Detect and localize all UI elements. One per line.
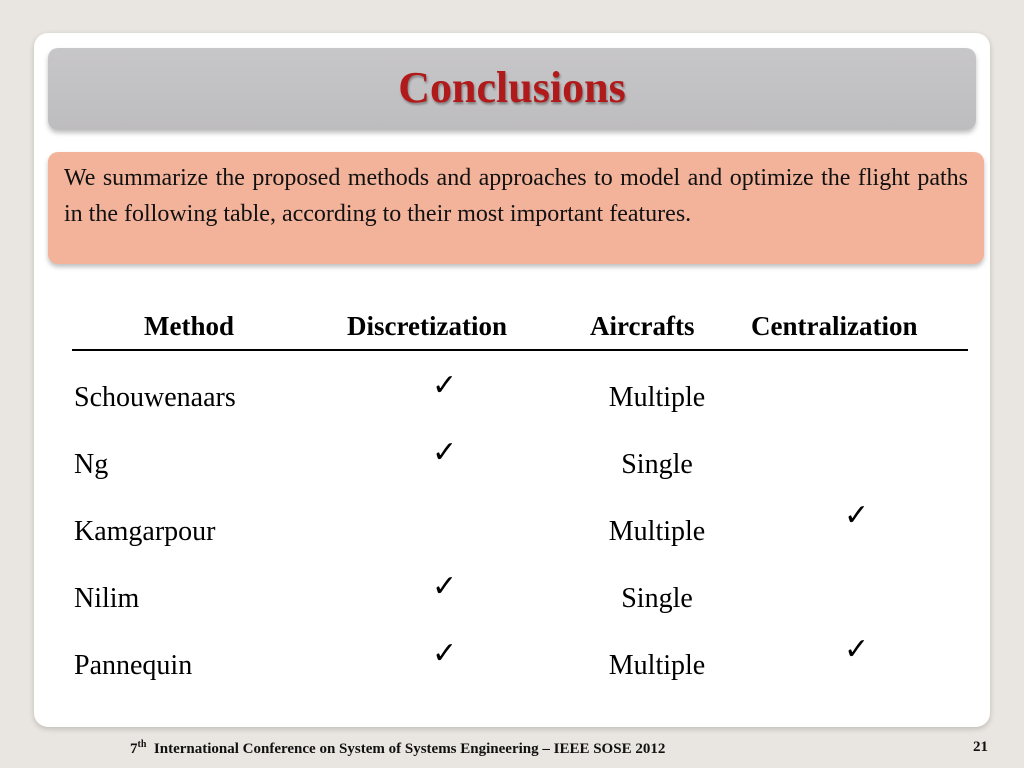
cell-method: Nilim <box>74 583 140 614</box>
table-row <box>72 498 968 583</box>
cell-aircrafts: Multiple <box>608 650 706 681</box>
footer-conference <box>130 739 665 758</box>
footer <box>0 736 1024 762</box>
cell-aircrafts: Single <box>621 583 693 614</box>
summary-box <box>48 152 984 264</box>
discretization-check-icon: ✓ <box>432 636 458 671</box>
table-body <box>72 351 968 717</box>
header-discretization: Discretization <box>347 311 507 341</box>
table-row <box>72 569 968 650</box>
footer-ordinal-number: 7 <box>130 741 138 757</box>
table-row <box>72 632 968 717</box>
cell-method: Schouwenaars <box>74 382 236 413</box>
centralization-check-icon: ✓ <box>844 498 870 533</box>
summary-text: We summarize the proposed methods and approaches to model and optimize the flight paths in the following table, according to their most important features. <box>64 165 968 227</box>
table-row <box>72 435 968 516</box>
page-number: 21 <box>973 739 988 755</box>
header-centralization: Centralization <box>751 311 918 341</box>
table-header <box>72 305 968 351</box>
footer-ordinal-suffix: th <box>137 739 147 750</box>
cell-aircrafts: Multiple <box>608 516 706 547</box>
cell-method: Ng <box>74 449 109 480</box>
header-method: Method <box>144 311 234 341</box>
header-aircrafts: Aircrafts <box>590 311 695 341</box>
table-row <box>72 368 968 449</box>
discretization-check-icon: ✓ <box>432 569 458 604</box>
title-bar <box>48 48 976 130</box>
cell-method: Kamgarpour <box>74 516 216 547</box>
cell-method: Pannequin <box>74 650 193 681</box>
discretization-check-icon: ✓ <box>432 368 458 403</box>
page-title: Conclusions <box>398 62 626 112</box>
discretization-check-icon: ✓ <box>432 435 458 470</box>
comparison-table <box>72 305 968 717</box>
footer-conference-name: International Conference on System of Systems Engineering – IEEE SOSE 2012 <box>153 741 666 757</box>
cell-aircrafts: Multiple <box>608 382 706 413</box>
cell-aircrafts: Single <box>621 449 693 480</box>
centralization-check-icon: ✓ <box>844 632 870 667</box>
